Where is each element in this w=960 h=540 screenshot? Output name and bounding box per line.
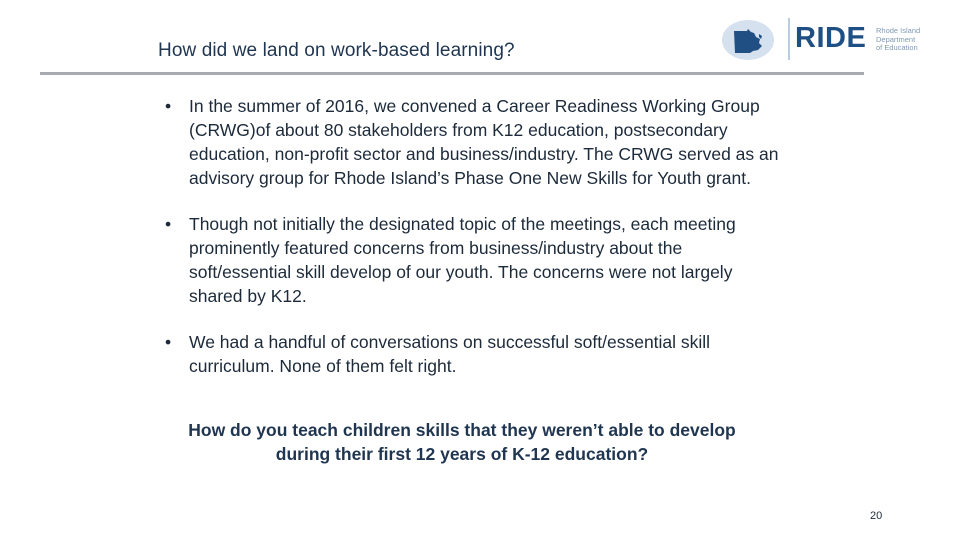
logo-subtitle-line: Rhode Island [876,26,921,35]
slide-title: How did we land on work-based learning? [158,40,515,61]
bullet-marker: • [165,332,172,352]
rhode-island-state-icon [726,24,770,58]
logo-badge [722,20,774,60]
logo-divider [788,18,790,60]
bullet-list [165,94,785,400]
bullet-item [165,330,785,378]
bullet-text: In the summer of 2016, we convened a Career Readiness Working Group (CRWG)of about 80 stakeholders from K12 education, postsecondary education, non-profit sector and business/industry. The CRWG served as an advisory group for Rhode Island’s Phase One New Skills for Youth grant. [189,96,779,188]
bullet-marker: • [165,96,172,116]
bullet-item [165,212,785,308]
closing-question: How do you teach children skills that they weren’t able to develop during their first 12 years of K-12 education? [188,420,736,464]
logo-wordmark: RIDE [795,22,867,54]
page-number: 20 [870,510,883,522]
title-divider [40,72,864,75]
ride-logo [722,18,937,64]
bullet-marker: • [165,214,172,234]
bullet-text: We had a handful of conversations on successful soft/essential skill curriculum. None of them felt right. [189,332,711,376]
bullet-item [165,94,785,190]
logo-subtitle [876,27,920,53]
logo-subtitle-line: Department [876,34,916,44]
bullet-text: Though not initially the designated topic of the meetings, each meeting prominently featured concerns from business/industry about the soft/essential skill develop of our youth. The concerns were not largely shared by K12. [189,214,736,306]
logo-subtitle-line: of Education [876,43,918,52]
